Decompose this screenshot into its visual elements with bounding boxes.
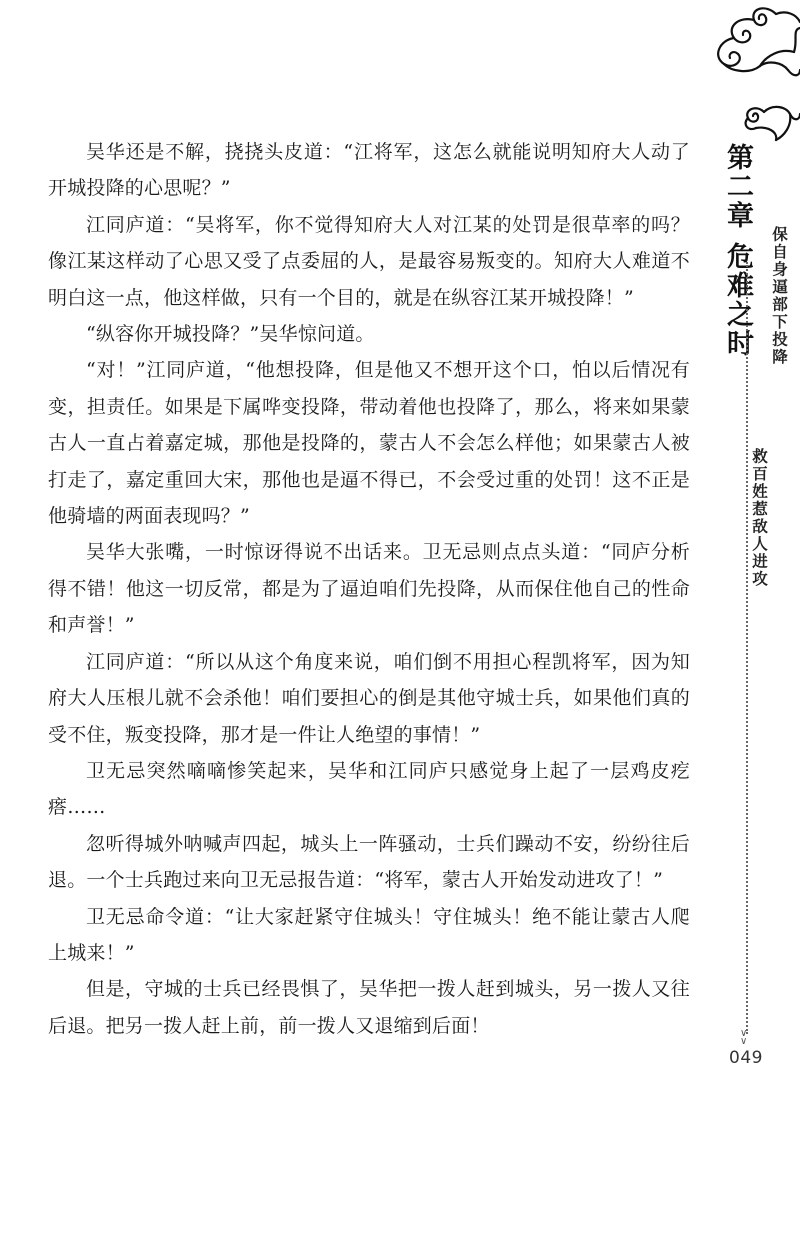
paragraph: 江同庐道：“所以从这个角度来说，咱们倒不用担心程凯将军，因为知府大人压根儿就不会杀他！咱们要担心的倒是其他守城士兵，如果他们真的受不住，叛变投降，那才是一件让人绝望的事情！” [48, 650, 690, 746]
body-text [48, 134, 690, 1044]
paragraph: 但是，守城的士兵已经畏惧了，吴华把一拨人赶到城头，另一拨人又往后退。把另一拨人赶上前，前一拨人又退缩到后面！ [48, 978, 690, 1037]
paragraph: “纵容你开城投降？”吴华惊问道。 [86, 323, 375, 346]
cloud-ornament-icon [706, 0, 800, 160]
paragraph: “对！”江同庐道，“他想投降，但是他又不想开这个口，怕以后情况有变，担责任。如果是下属哗变投降，带动着他也投降了，那么，将来如果蒙古人一直占着嘉定城，那他是投降的，蒙古人不会怎么样他；如果蒙古人被打走了，嘉定重回大宋，那他也是逼不得已，不会受过重的处罚！这不正是他骑墙的两面表现吗？” [48, 359, 690, 528]
chapter-number: 第二章 [722, 143, 753, 230]
paragraph: 江同庐道：“吴将军，你不觉得知府大人对江某的处罚是很草率的吗？像江某这样动了心思又受了点委屈的人，是最容易叛变的。知府大人难道不明白这一点，他这样做，只有一个目的，就是在纵容江某开城投降！” [48, 213, 690, 309]
paragraph: 吴华还是不解，挠挠头皮道：“江将军，这怎么就能说明知府大人动了开城投降的心思呢？” [48, 141, 690, 200]
chapter-sidebar [706, 0, 800, 1249]
paragraph: 卫无忌突然嘀嘀惨笑起来，吴华和江同庐只感觉身上起了一层鸡皮疙瘩…… [48, 759, 690, 819]
chapter-subtitle-line2: 救百姓惹敌人进攻 [750, 448, 769, 588]
paragraph: 吴华大张嘴，一时惊讶得说不出话来。卫无忌则点点头道：“同庐分析得不错！他这一切反常，都是为了逼迫咱们先投降，从而保住他自己的性命和声誉！” [48, 541, 690, 637]
paragraph: 忽听得城外呐喊声四起，城头上一阵骚动，士兵们躁动不安，纷纷往后退。一个士兵跑过来向卫无忌报告道：“将军，蒙古人开始发动进攻了！” [48, 832, 690, 892]
down-chevron-icon: ∨ ∨ [740, 1028, 748, 1047]
paragraph: 卫无忌命令道：“让大家赶紧守住城头！守住城头！绝不能让蒙古人爬上城来！” [48, 905, 690, 964]
chapter-name: 危难之时 [722, 242, 753, 358]
chapter-subtitle-line1: 保自身逼部下投降 [770, 226, 789, 366]
chapter-title [718, 143, 757, 358]
dotted-divider [746, 262, 748, 1034]
page-number: 049 [729, 1048, 763, 1068]
